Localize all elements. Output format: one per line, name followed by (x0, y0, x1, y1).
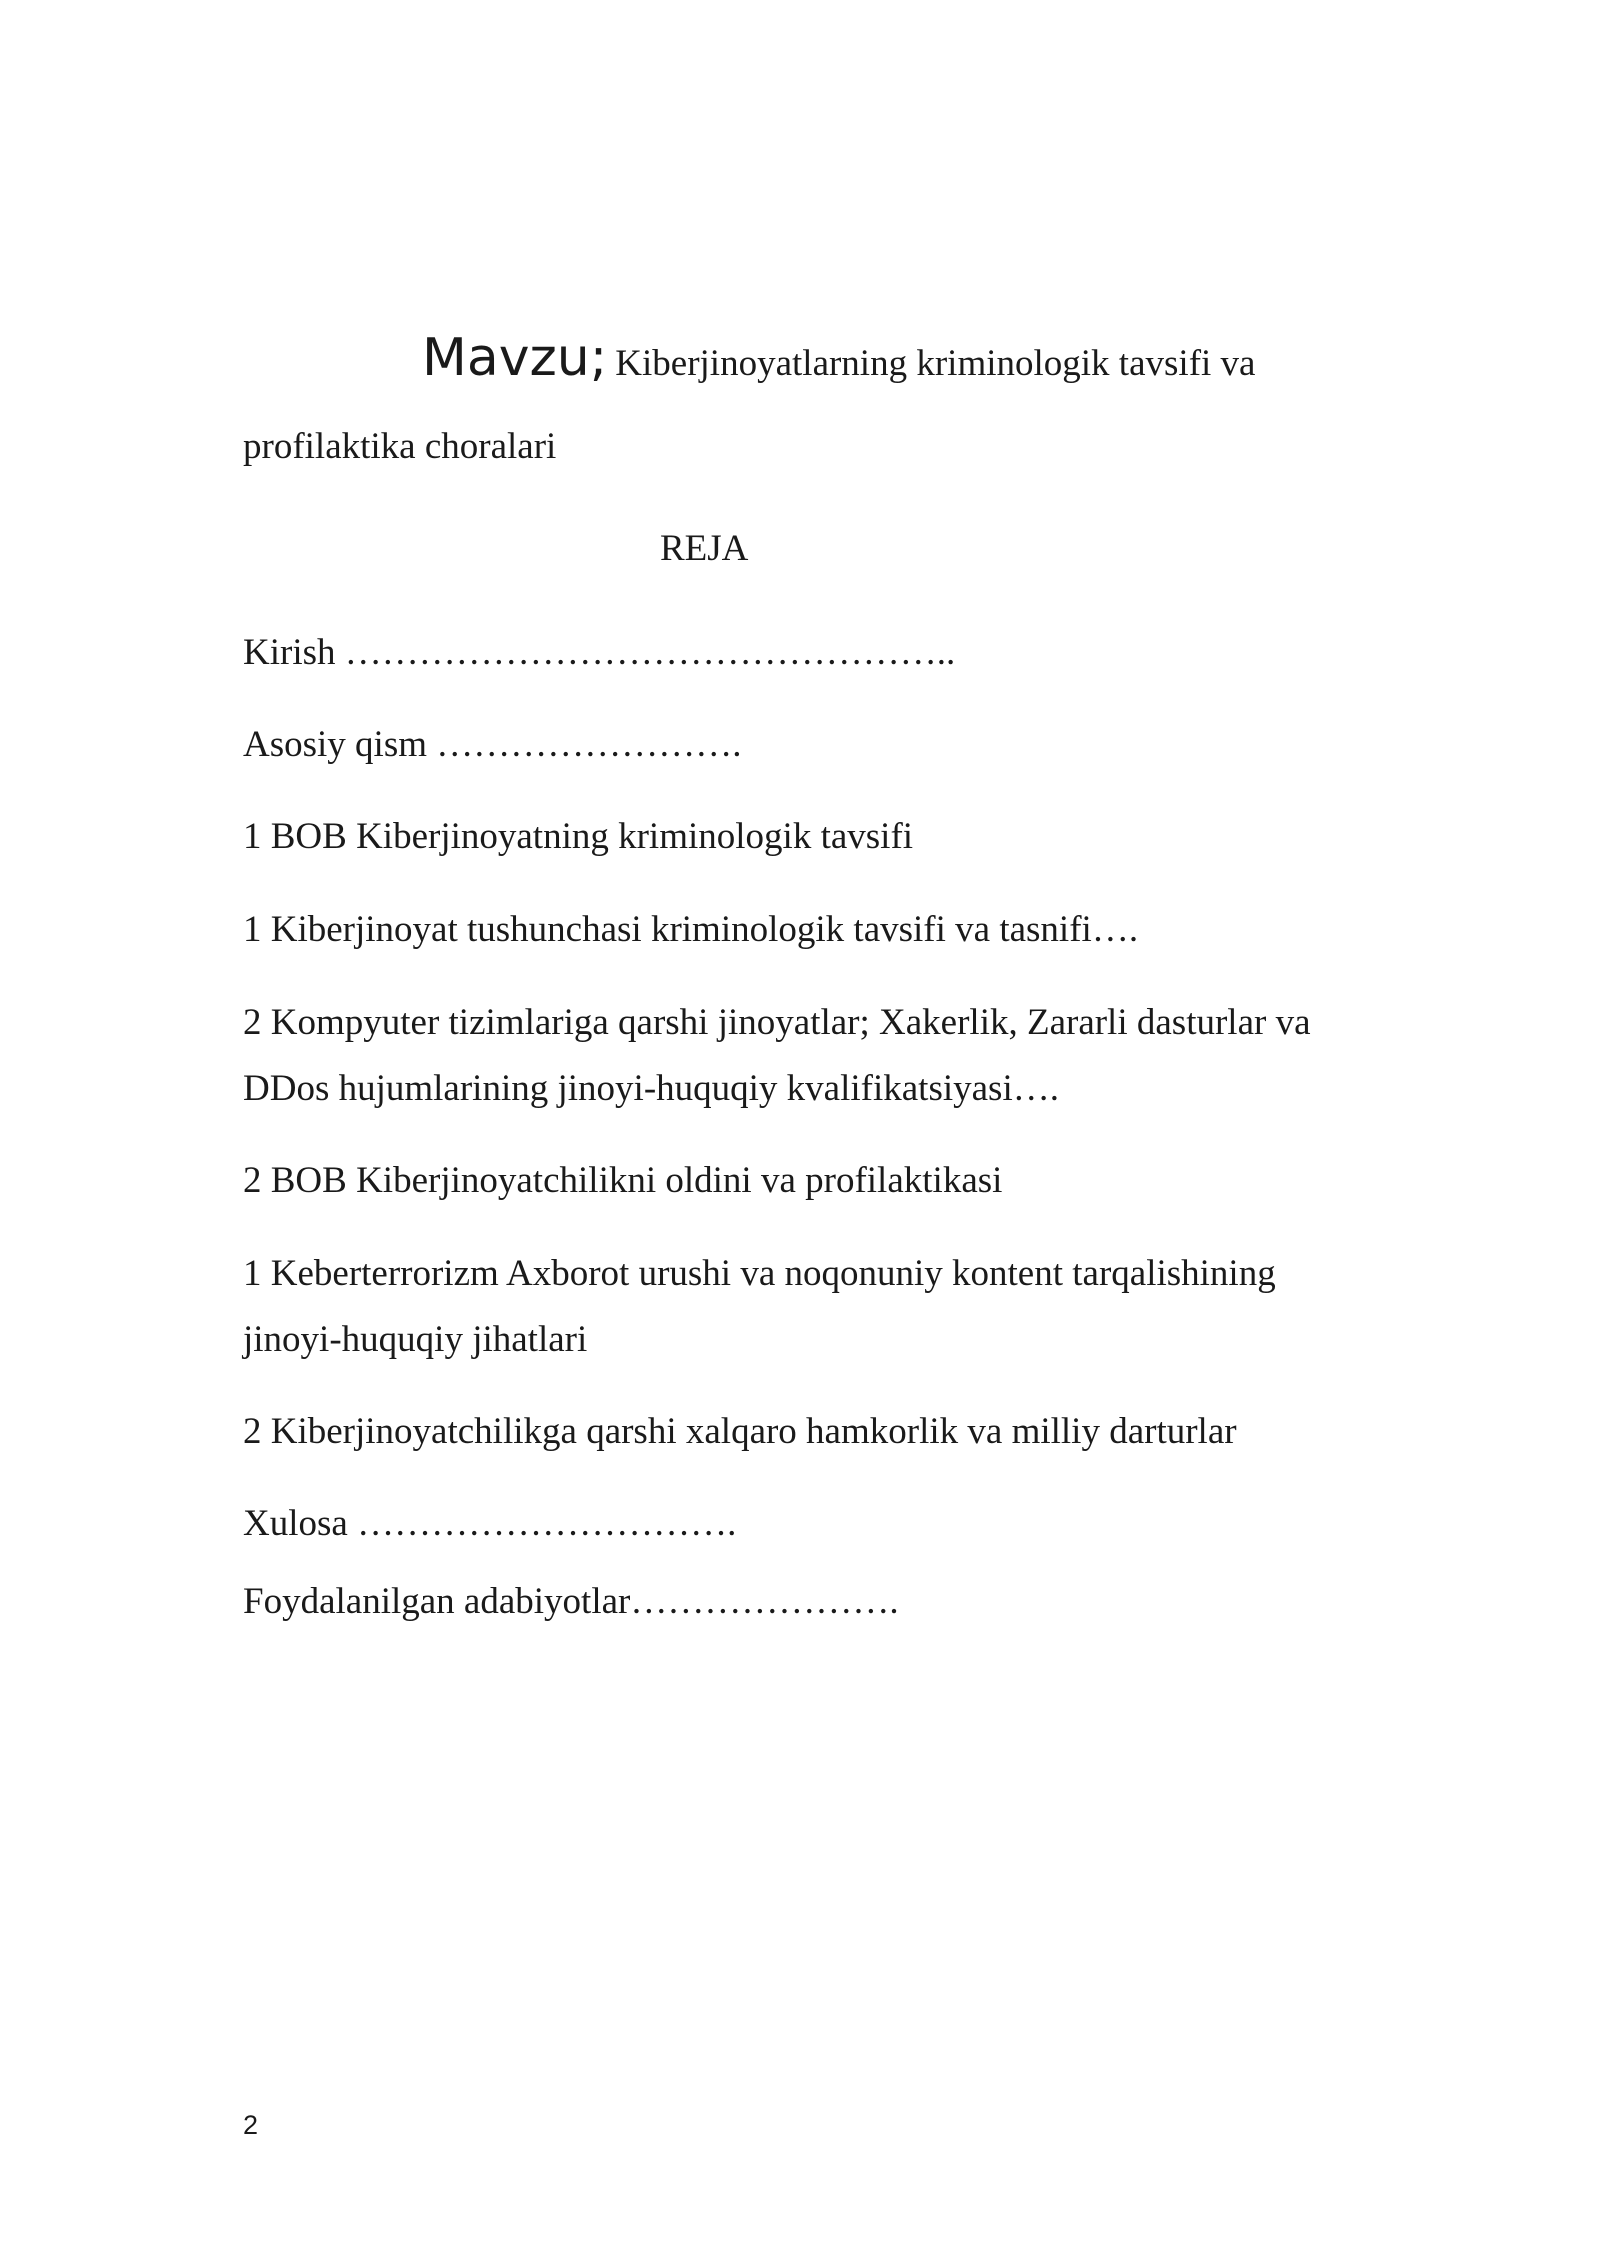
toc-item-conclusion: Xulosa …………………………. (243, 1503, 737, 1544)
page-number: 2 (243, 2110, 259, 2140)
toc-item-references: Foydalanilgan adabiyotlar…………………. (243, 1581, 899, 1622)
plan-heading: REJA (660, 528, 749, 569)
toc-item-section-1-1: 1 Kiberjinoyat tushunchasi kriminologik tavsifi va tasnifi…. (243, 909, 1139, 950)
toc-item-chapter-2: 2 BOB Kiberjinoyatchilikni oldini va profilaktikasi (243, 1160, 1003, 1201)
toc-item-main-part: Asosiy qism ……………………. (243, 724, 742, 765)
document-title (422, 328, 1255, 388)
toc-item-section-1-2-cont: DDos hujumlarining jinoyi-huquqiy kvalifikatsiyasi…. (243, 1068, 1059, 1109)
toc-item-section-2-2: 2 Kiberjinoyatchilikga qarshi xalqaro hamkorlik va milliy darturlar (243, 1411, 1237, 1452)
toc-item-introduction: Kirish ………………………………………….. (243, 632, 956, 673)
title-label: Mavzu; (422, 328, 608, 388)
title-text-line1: Kiberjinoyatlarning kriminologik tavsifi va (615, 343, 1256, 384)
toc-item-section-2-1-cont: jinoyi-huquqiy jihatlari (243, 1319, 588, 1360)
title-text-line2: profilaktika choralari (243, 426, 557, 467)
toc-item-section-1-2: 2 Kompyuter tizimlariga qarshi jinoyatlar; Xakerlik, Zararli dasturlar va (243, 1002, 1311, 1043)
toc-item-section-2-1: 1 Keberterrorizm Axborot urushi va noqonuniy kontent tarqalishining (243, 1253, 1276, 1294)
toc-item-chapter-1: 1 BOB Kiberjinoyatning kriminologik tavsifi (243, 816, 914, 857)
